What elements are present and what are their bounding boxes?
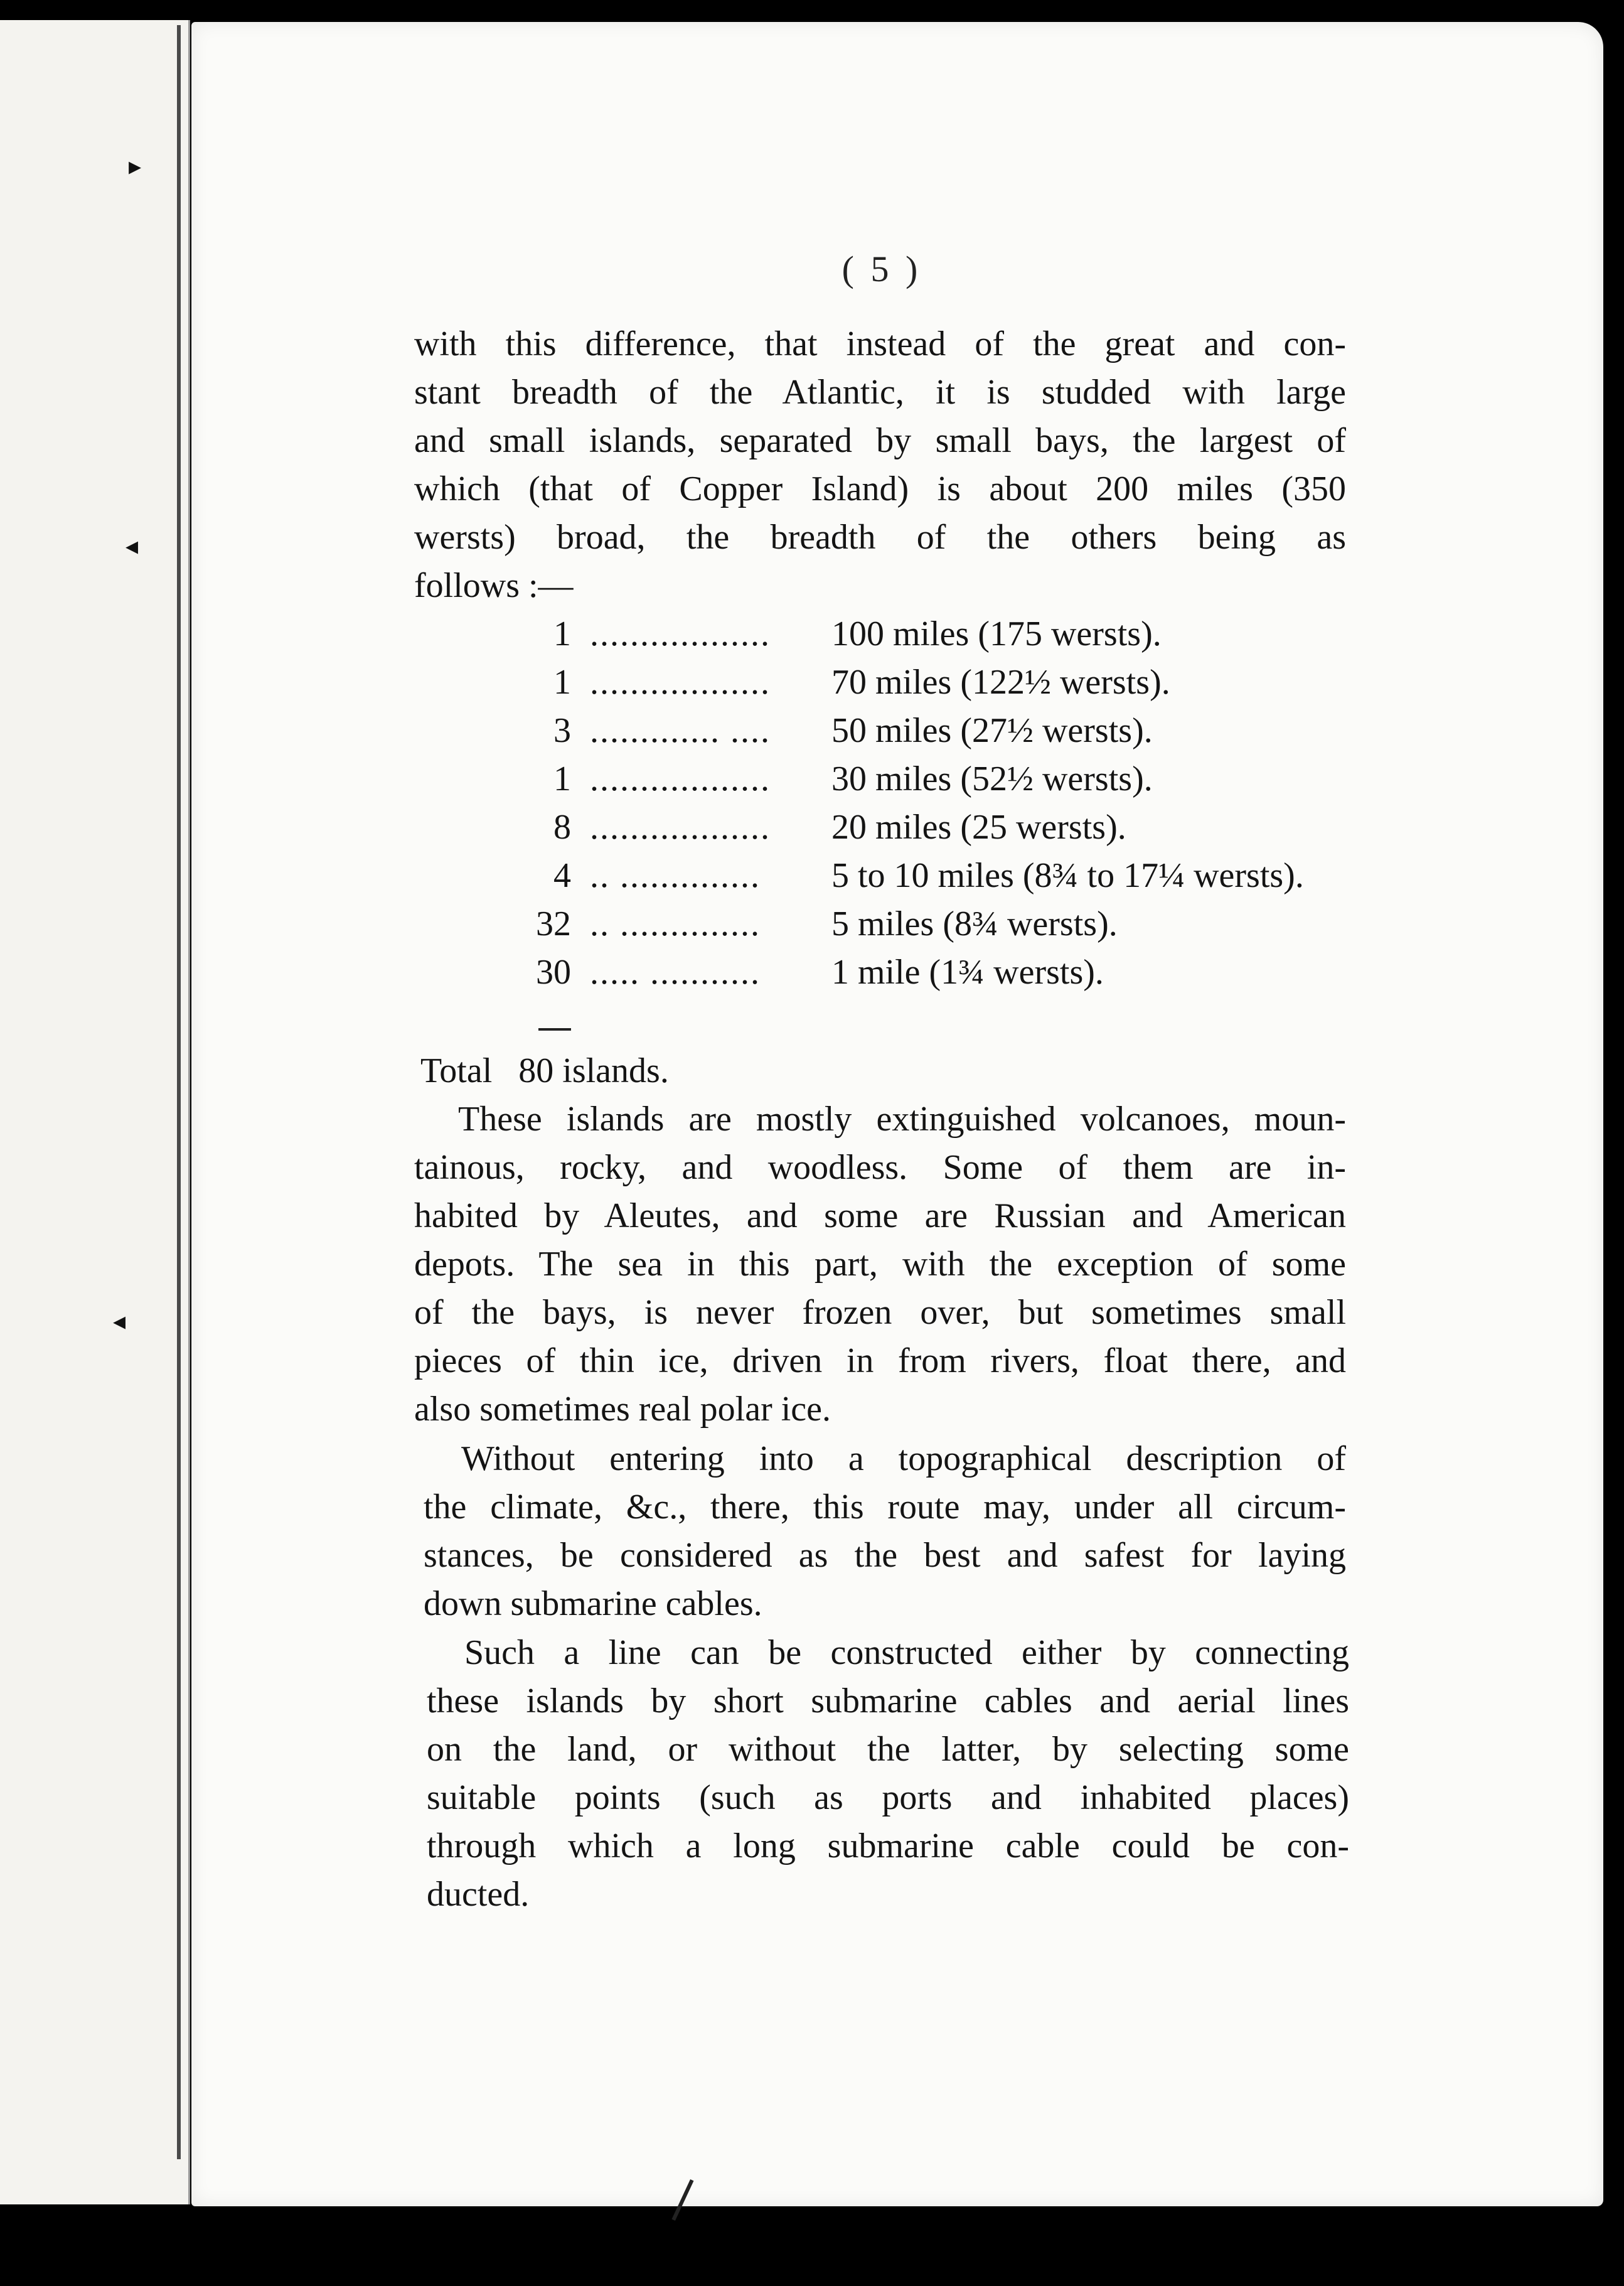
list-item	[515, 610, 1355, 658]
text-line: these islands by short submarine cables and aerial lines	[427, 1682, 1349, 1720]
island-breadth: 30 miles (52½ wersts).	[831, 759, 1153, 798]
island-breadth: 5 miles (8¾ wersts).	[831, 904, 1118, 943]
text-line: the climate, &c., there, this route may, under all circum-	[424, 1488, 1346, 1527]
left-page-edge	[0, 20, 190, 2204]
island-breadth: 50 miles (27½ wersts).	[831, 711, 1153, 750]
page-gutter-line	[177, 25, 181, 2159]
text-line: which (that of Copper Island) is about 200 miles (350	[414, 470, 1346, 508]
text-line: depots. The sea in this part, with the exception of some	[414, 1245, 1346, 1284]
text-line: These islands are mostly extinguished volcanoes, moun-	[458, 1100, 1346, 1139]
text-line: suitable points (such as ports and inhabited places)	[427, 1778, 1349, 1817]
list-item	[515, 852, 1355, 900]
list-item	[515, 900, 1355, 948]
text-line: wersts) broad, the breadth of the others being as	[414, 518, 1346, 557]
total-rule	[538, 1028, 571, 1031]
list-item	[515, 803, 1355, 852]
leader-dots: ..................	[590, 808, 771, 847]
margin-mark: ◂	[113, 1307, 126, 1336]
island-breadth: 20 miles (25 wersts).	[831, 808, 1126, 847]
leader-dots: ..... ...........	[590, 953, 761, 992]
leader-dots: ............. ....	[590, 711, 771, 750]
text-line: habited by Aleutes, and some are Russian and American	[414, 1196, 1346, 1235]
text-line: stances, be considered as the best and safest for laying	[424, 1536, 1346, 1575]
leader-dots: .. ..............	[590, 904, 761, 943]
list-item	[515, 658, 1355, 707]
island-count: 1	[553, 663, 571, 702]
island-breadth: 70 miles (122½ wersts).	[831, 663, 1170, 702]
text-line: and small islands, separated by small bays, the largest of	[414, 421, 1346, 460]
text-line: tainous, rocky, and woodless. Some of them are in-	[414, 1148, 1346, 1187]
island-count: 30	[536, 953, 571, 992]
island-breadth: 1 mile (1¾ wersts).	[831, 953, 1104, 992]
text-line: on the land, or without the latter, by selecting some	[427, 1730, 1349, 1769]
text-line: Such a line can be constructed either by connecting	[464, 1633, 1349, 1672]
text-line: pieces of thin ice, driven in from rivers, float there, and	[414, 1341, 1346, 1380]
text-line: also sometimes real polar ice.	[414, 1390, 831, 1429]
text-line: down submarine cables.	[424, 1584, 762, 1623]
margin-mark: ◂	[126, 532, 139, 561]
page-number: ( 5 )	[841, 249, 922, 289]
island-count: 8	[553, 808, 571, 847]
text-line: ducted.	[427, 1875, 530, 1914]
list-item	[515, 948, 1355, 997]
text-line: follows :—	[414, 566, 574, 605]
island-count: 4	[553, 856, 571, 895]
island-count: 32	[536, 904, 571, 943]
island-breadth: 100 miles (175 wersts).	[831, 614, 1162, 653]
leader-dots: ..................	[590, 759, 771, 798]
list-item	[515, 707, 1355, 755]
island-count: 1	[553, 614, 571, 653]
island-breadth: 5 to 10 miles (8¾ to 17¼ wersts).	[831, 856, 1304, 895]
text-line: Without entering into a topographical description of	[461, 1439, 1346, 1478]
text-line: through which a long submarine cable could be con-	[427, 1827, 1349, 1865]
island-count: 1	[553, 759, 571, 798]
text-line: of the bays, is never frozen over, but sometimes small	[414, 1293, 1346, 1332]
text-line: stant breadth of the Atlantic, it is studded with large	[414, 373, 1346, 412]
leader-dots: ..................	[590, 614, 771, 653]
text-line: with this difference, that instead of the great and con-	[414, 325, 1346, 363]
total-line: Total 80 islands.	[420, 1051, 669, 1090]
margin-mark: ▸	[129, 152, 142, 181]
leader-dots: ..................	[590, 663, 771, 702]
list-item	[515, 755, 1355, 803]
island-count: 3	[553, 711, 571, 750]
leader-dots: .. ..............	[590, 856, 761, 895]
